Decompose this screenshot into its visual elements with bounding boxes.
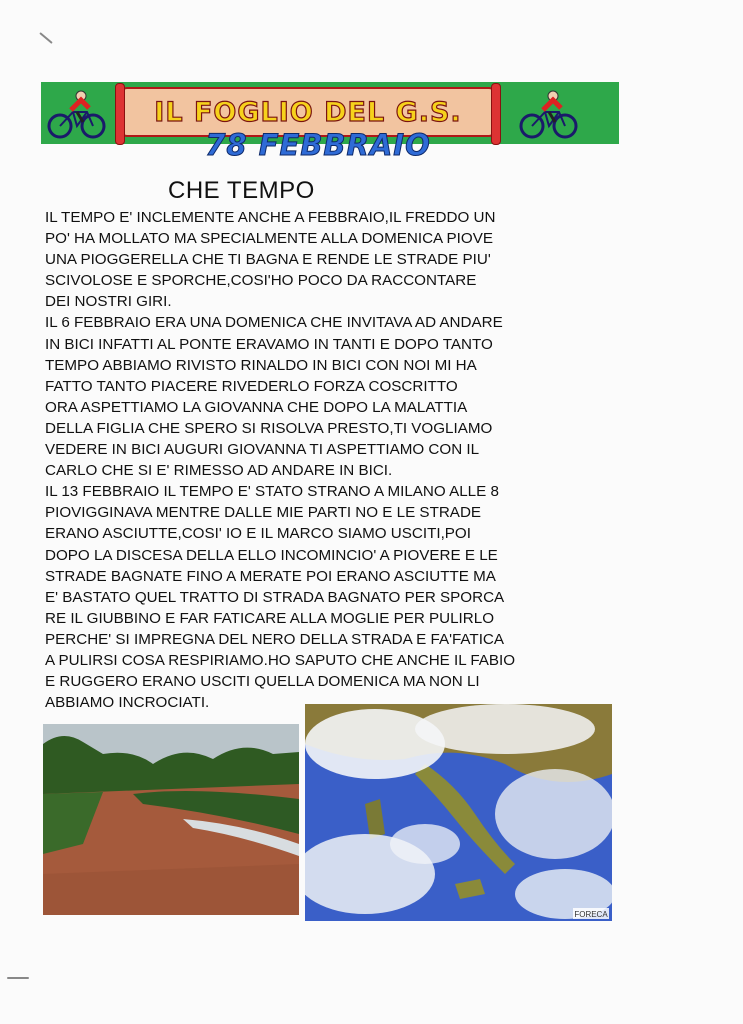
scan-mark (7, 977, 29, 979)
article-body: IL TEMPO E' INCLEMENTE ANCHE A FEBBRAIO,IL FREDDO UN PO' HA MOLLATO MA SPECIALMENTE ALLA DOMENICA PIOVE UNA PIOGGERELLA CHE TI BAGNA E RENDE LE STRADE PIU' SCIVOLOSE E SPORCHE,COSI'HO POCO DA RACCONTARE DEI NOSTRI GIRI. IL 6 FEBBRAIO ERA UNA DOMENICA CHE INVITAVA AD ANDARE IN BICI INFATTI AL PONTE ERAVAMO IN TANTI E DOPO TANTO TEMPO ABBIAMO RIVISTO RINALDO IN BICI CON NOI MI HA FATTO TANTO PIACERE RIVEDERLO FORZA COSCRITTO ORA ASPETTIAMO LA GIOVANNA CHE DOPO LA MALATTIA DELLA FIGLIA CHE SPERO SI RISOLVA PRESTO,TI VOGLIAMO VEDERE IN BICI AUGURI GIOVANNA TI ASPETTIAMO CON IL CARLO CHE SI E' RIMESSO AD ANDARE IN BICI. IL 13 FEBBRAIO IL TEMPO E' STATO STRANO A MILANO ALLE 8 PIOVIGGINAVA MENTRE DALLE MIE PARTI NO E LE STRADE ERANO ASCIUTTE,COSI' IO E IL MARCO SIAMO USCITI,POI DOPO LA DISCESA DELLA ELLO INCOMINCIO' A PIOVERE E LE STRADE BAGNATE FINO A MERATE POI ERANO ASCIUTTE MA E' BASTATO QUEL TRATTO DI STRADA BAGNATO PER SPORCA RE IL GIUBBINO E FAR FATICARE ALLA MOGLIE PER PULIRLO PERCHE' SI IMPREGNA DEL NERO DELLA STRADA E FA'FATICA A PULIRSI COSA RESPIRIAMO.HO SAPUTO CHE ANCHE IL FABIO E RUGGERO ERANO USCITI QUELLA DOMENICA MA NON LI ABBIAMO INCROCIATI. (45, 209, 516, 712)
scan-mark (39, 32, 53, 44)
banner-title: IL FOGLIO DEL G.S. (154, 97, 462, 128)
dirt-road-photo (43, 724, 299, 915)
cyclist-icon (47, 88, 107, 140)
banner-subtitle: 78 FEBBRAIO (205, 128, 431, 162)
article-heading: CHE TEMPO (168, 177, 315, 204)
cyclist-icon (519, 88, 579, 140)
map-credit: FORECA (574, 910, 608, 919)
satellite-weather-map (305, 704, 612, 921)
